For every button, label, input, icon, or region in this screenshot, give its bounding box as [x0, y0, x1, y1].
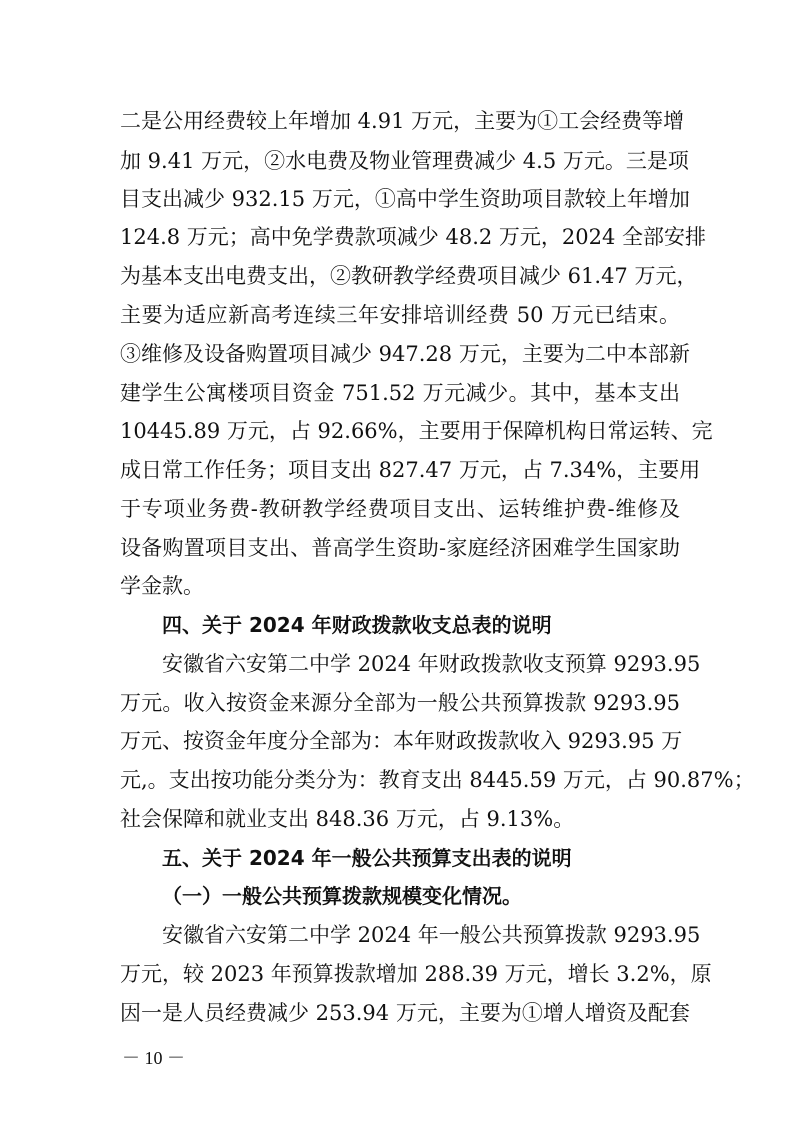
body-line: 安徽省六安第二中学 2024 年财政拨款收支预算 9293.95 — [162, 652, 701, 676]
body-line: 10445.89 万元，占 92.66%，主要用于保障机构日常运转、完 — [120, 419, 713, 443]
section-heading: 五、关于 2024 年一般公共预算支出表的说明 — [162, 846, 572, 870]
body-line: 为基本支出电费支出，②教研教学经费项目减少 61.47 万元， — [120, 264, 698, 288]
body-line: 设备购置项目支出、普高学生资助-家庭经济困难学生国家助 — [120, 536, 680, 560]
body-line: 万元。收入按资金来源分全部为一般公共预算拨款 9293.95 — [120, 691, 680, 715]
body-line: 主要为适应新高考连续三年安排培训经费 50 万元已结束。 — [120, 303, 680, 327]
body-line: 124.8 万元；高中免学费款项减少 48.2 万元，2024 全部安排 — [120, 225, 707, 249]
body-line: 元,。支出按功能分类分为：教育支出 8445.59 万元，占 90.87%； — [120, 768, 755, 792]
section-heading: 四、关于 2024 年财政拨款收支总表的说明 — [162, 613, 552, 637]
body-line: 学金款。 — [120, 574, 204, 598]
body-line: 二是公用经费较上年增加 4.91 万元，主要为①工会经费等增 — [120, 109, 685, 133]
body-line: 加 9.41 万元，②水电费及物业管理费减少 4.5 万元。三是项 — [120, 149, 689, 173]
sub-heading: （一）一般公共预算拨款规模变化情况。 — [162, 884, 522, 908]
body-line: 万元、按资金年度分全部为：本年财政拨款收入 9293.95 万 — [120, 729, 683, 753]
body-line: 成日常工作任务；项目支出 827.47 万元，占 7.34%，主要用 — [120, 458, 701, 482]
body-line: 因一是人员经费减少 253.94 万元，主要为①增人增资及配套 — [120, 1001, 690, 1025]
body-line: 于专项业务费-教研教学经费项目支出、运转维护费-维修及 — [120, 497, 680, 521]
body-line: 安徽省六安第二中学 2024 年一般公共预算拨款 9293.95 — [162, 923, 701, 947]
body-line: 目支出减少 932.15 万元，①高中学生资助项目款较上年增加 — [120, 187, 690, 211]
body-line: 万元，较 2023 年预算拨款增加 288.39 万元，增长 3.2%，原 — [120, 962, 712, 986]
page-number: － 10 － — [122, 1048, 185, 1068]
body-line: 社会保障和就业支出 848.36 万元，占 9.13%。 — [120, 807, 575, 831]
body-line: ③维修及设备购置项目减少 947.28 万元，主要为二中本部新 — [120, 342, 690, 366]
body-line: 建学生公寓楼项目资金 751.52 万元减少。其中，基本支出 — [120, 381, 680, 405]
